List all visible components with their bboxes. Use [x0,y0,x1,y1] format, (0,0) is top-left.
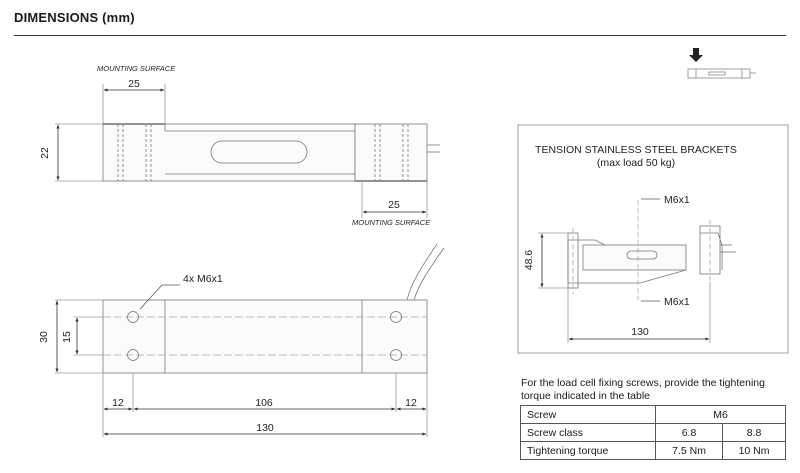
table-cell: Tightening torque [521,442,656,460]
table-cell: 10 Nm [723,442,786,460]
page-title: DIMENSIONS (mm) [14,10,135,25]
load-direction-arrow-icon [689,48,703,62]
mounting-surface-bottom-label: MOUNTING SURFACE [352,218,431,227]
table-row [521,442,786,460]
dim-bottom-25: 25 [388,199,400,211]
bracket-dim-height: 48.6 [523,249,535,271]
torque-note: For the load cell fixing screws, provide the tightening torque indicated in the table [521,377,765,402]
brackets-title: TENSION STAINLESS STEEL BRACKETS [535,144,737,156]
table-cell: Screw [521,406,656,424]
mounting-surface-top-label: MOUNTING SURFACE [97,64,176,73]
brackets-subtitle: (max load 50 kg) [596,157,676,169]
dim-right-12: 12 [405,397,417,409]
mini-load-cell-icon [688,69,756,78]
table-row [521,406,786,424]
dim-top-25: 25 [128,78,140,90]
dim-mid-106: 106 [255,397,273,409]
table-cell: 6.8 [656,424,723,442]
table-cell: 8.8 [723,424,786,442]
dim-total-130: 130 [256,422,274,434]
table-cell: 7.5 Nm [656,442,723,460]
dim-left-12: 12 [112,397,124,409]
table-row [521,424,786,442]
bracket-screw-bottom-label: M6x1 [664,296,690,308]
dim-height-30: 30 [38,331,50,343]
dim-height-22: 22 [39,147,51,159]
torque-table [520,405,786,460]
bracket-dim-length: 130 [631,326,649,338]
table-cell: M6 [656,406,786,424]
bracket-screw-top-label: M6x1 [664,194,690,206]
dim-hole-spacing-15: 15 [61,331,73,343]
table-cell: Screw class [521,424,656,442]
side-view [55,84,440,218]
bracket-drawing [538,199,736,343]
holes-label: 4x M6x1 [183,273,223,285]
